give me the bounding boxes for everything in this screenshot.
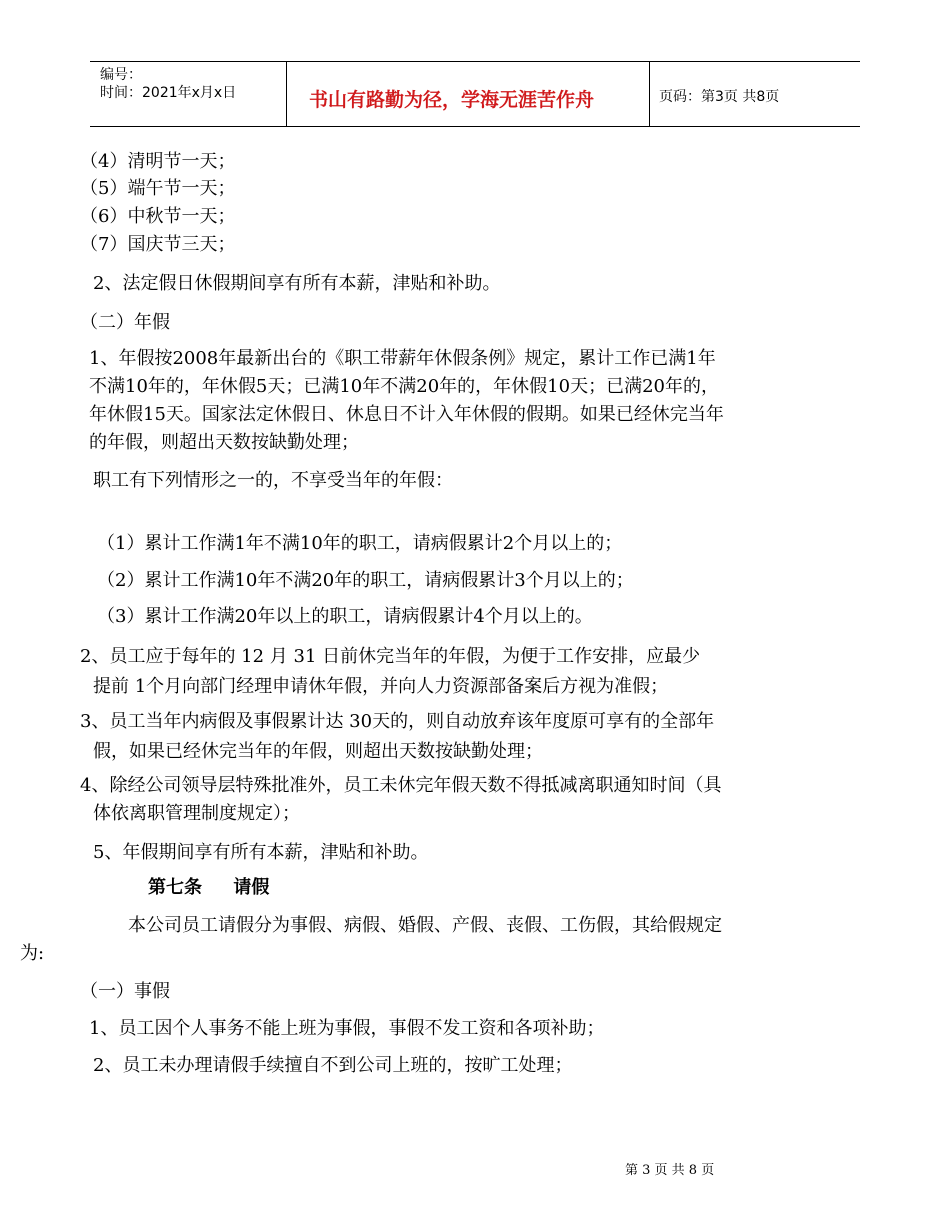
header-top-rule (90, 61, 860, 62)
personal-leave-rule-1: 1、员工因个人事务不能上班为事假，事假不发工资和各项补助； (89, 1018, 605, 1039)
annual-leave-deadline-line-1: 2、员工应于每年的 12 月 31 日前休完当年的年假，为便于工作安排，应最少 (80, 646, 701, 667)
header-page-label: 页码：第3页 共8页 (659, 89, 780, 105)
holiday-item-4: （4）清明节一天； (80, 151, 236, 172)
exclusion-item-3: （3）累计工作满20年以上的职工，请病假累计4个月以上的。 (97, 606, 593, 627)
header-code-label: 编号： (100, 67, 142, 83)
header-bottom-rule (90, 126, 860, 127)
header-divider-right (649, 61, 650, 127)
personal-leave-rule-2: 2、员工未办理请假手续擅自不到公司上班的，按旷工处理； (93, 1055, 573, 1076)
article-seven-heading: 第七条 请假 (148, 877, 270, 898)
annual-leave-rule-line-2: 不满10年的，年休假5天；已满10年不满20年的，年休假10天；已满20年的， (89, 376, 719, 397)
exclusion-intro: 职工有下列情形之一的，不享受当年的年假： (93, 470, 453, 491)
holiday-item-5: （5）端午节一天； (80, 178, 236, 199)
resignation-offset-line-1: 4、除经公司领导层特殊批准外，员工未休完年假天数不得抵减离职通知时间（具 (80, 775, 722, 796)
annual-leave-rule-line-3: 年休假15天。国家法定休假日、休息日不计入年休假的假期。如果已经休完当年 (89, 404, 724, 425)
annual-leave-rule-line-1: 1、年假按2008年最新出台的《职工带薪年休假条例》规定，累计工作已满1年 (89, 348, 716, 369)
exclusion-item-1: （1）累计工作满1年不满10年的职工，请病假累计2个月以上的； (97, 533, 623, 554)
holiday-item-7: （7）国庆节三天； (80, 234, 236, 255)
sick-leave-forfeit-line-2: 假，如果已经休完当年的年假，则超出天数按缺勤处理； (93, 741, 543, 762)
footer-page-number: 第 3 页 共 8 页 (625, 1163, 715, 1178)
annual-leave-deadline-line-2: 提前 1个月向部门经理申请休年假，并向人力资源部备案后方视为准假； (93, 676, 669, 697)
holiday-pay-paragraph: 2、法定假日休假期间享有所有本薪，津贴和补助。 (93, 273, 501, 294)
sick-leave-forfeit-line-1: 3、员工当年内病假及事假累计达 30天的，则自动放弃该年度原可享有的全部年 (80, 711, 715, 732)
leave-types-intro-line-2: 为: (20, 943, 45, 964)
annual-leave-pay-paragraph: 5、年假期间享有所有本薪，津贴和补助。 (93, 842, 429, 863)
header-motto: 书山有路勤为径，学海无涯苦作舟 (309, 89, 595, 111)
exclusion-item-2: （2）累计工作满10年不满20年的职工，请病假累计3个月以上的； (97, 570, 634, 591)
section-annual-leave-heading: （二）年假 (80, 312, 170, 333)
section-personal-leave-heading: （一）事假 (80, 981, 170, 1002)
holiday-item-6: （6）中秋节一天； (80, 206, 236, 227)
resignation-offset-line-2: 体依离职管理制度规定）； (93, 803, 300, 824)
annual-leave-rule-line-4: 的年假，则超出天数按缺勤处理； (89, 432, 359, 453)
header-date-label: 时间：2021年x月x日 (100, 85, 237, 101)
header-divider-left (286, 61, 287, 127)
leave-types-intro-line-1: 本公司员工请假分为事假、病假、婚假、产假、丧假、工伤假，其给假规定 (128, 915, 722, 936)
